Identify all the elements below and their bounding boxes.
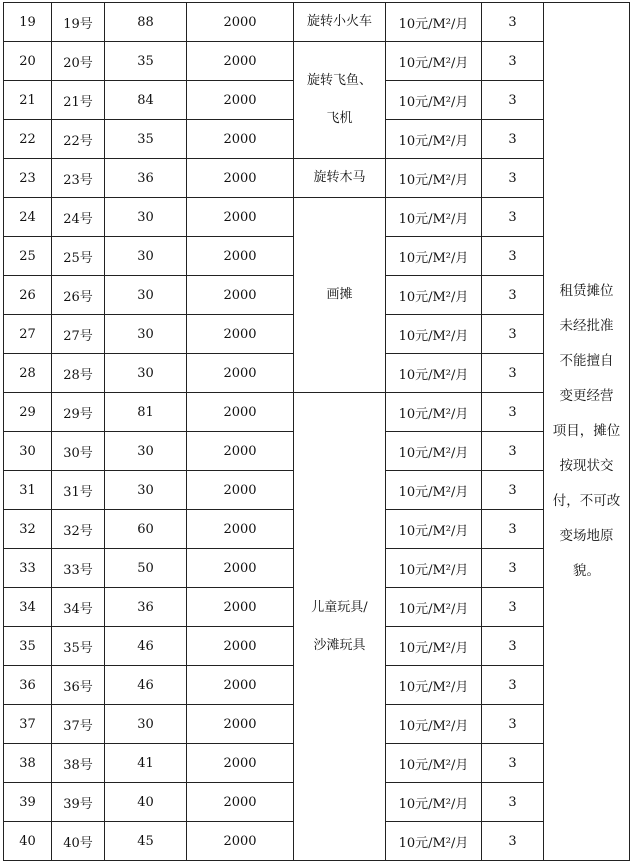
deposit-cell: 2000: [187, 3, 294, 42]
row-number-cell: 26: [4, 276, 52, 315]
lease-terms-note-line: 租赁摊位: [559, 283, 614, 299]
lease-years-cell: 3: [482, 627, 544, 666]
row-number-cell: 20: [4, 42, 52, 81]
lease-terms-note-cell: [544, 3, 630, 861]
rent-price-cell: 10元/M²/月: [386, 588, 482, 627]
rent-price-cell: 10元/M²/月: [386, 276, 482, 315]
deposit-cell: 2000: [187, 705, 294, 744]
area-cell: 30: [105, 432, 187, 471]
lease-terms-note-line: 貌。: [573, 563, 600, 579]
lease-years-cell: 3: [482, 549, 544, 588]
rent-price-cell: 10元/M²/月: [386, 666, 482, 705]
deposit-cell: 2000: [187, 237, 294, 276]
lease-years-cell: 3: [482, 783, 544, 822]
deposit-cell: 2000: [187, 81, 294, 120]
rent-price-cell: 10元/M²/月: [386, 198, 482, 237]
row-number-cell: 29: [4, 393, 52, 432]
stall-number-cell: 21号: [52, 81, 105, 120]
area-cell: 30: [105, 354, 187, 393]
stall-number-cell: 38号: [52, 744, 105, 783]
rent-price-cell: 10元/M²/月: [386, 3, 482, 42]
area-cell: 46: [105, 666, 187, 705]
area-cell: 35: [105, 120, 187, 159]
stall-number-cell: 29号: [52, 393, 105, 432]
stall-number-cell: 19号: [52, 3, 105, 42]
area-cell: 40: [105, 783, 187, 822]
deposit-cell: 2000: [187, 276, 294, 315]
area-cell: 30: [105, 276, 187, 315]
rent-price-cell: 10元/M²/月: [386, 783, 482, 822]
table-row: [4, 198, 630, 237]
lease-years-cell: 3: [482, 120, 544, 159]
deposit-cell: 2000: [187, 315, 294, 354]
lease-terms-note-line: 项目，摊位: [552, 423, 621, 439]
rent-price-cell: 10元/M²/月: [386, 315, 482, 354]
lease-years-cell: 3: [482, 705, 544, 744]
area-cell: 46: [105, 627, 187, 666]
row-number-cell: 32: [4, 510, 52, 549]
lease-years-cell: 3: [482, 81, 544, 120]
area-cell: 35: [105, 42, 187, 81]
rent-price-cell: 10元/M²/月: [386, 432, 482, 471]
business-type-cell: [294, 393, 386, 861]
stall-number-cell: 23号: [52, 159, 105, 198]
row-number-cell: 34: [4, 588, 52, 627]
area-cell: 41: [105, 744, 187, 783]
business-type-line: 旋转木马: [313, 170, 366, 185]
lease-years-cell: 3: [482, 432, 544, 471]
rent-price-cell: 10元/M²/月: [386, 744, 482, 783]
lease-years-cell: 3: [482, 276, 544, 315]
row-number-cell: 30: [4, 432, 52, 471]
lease-years-cell: 3: [482, 471, 544, 510]
lease-years-cell: 3: [482, 42, 544, 81]
stall-number-cell: 40号: [52, 822, 105, 861]
deposit-cell: 2000: [187, 471, 294, 510]
rent-price-cell: 10元/M²/月: [386, 42, 482, 81]
row-number-cell: 40: [4, 822, 52, 861]
lease-years-cell: 3: [482, 159, 544, 198]
stall-number-cell: 28号: [52, 354, 105, 393]
lease-terms-note-line: 变更经营: [559, 388, 614, 404]
business-type-cell: [294, 198, 386, 393]
lease-years-cell: 3: [482, 822, 544, 861]
lease-terms-note-line: 付，不可改: [552, 493, 621, 509]
area-cell: 30: [105, 315, 187, 354]
stall-lease-table: [3, 2, 630, 861]
stall-number-cell: 22号: [52, 120, 105, 159]
area-cell: 45: [105, 822, 187, 861]
row-number-cell: 38: [4, 744, 52, 783]
stall-number-cell: 35号: [52, 627, 105, 666]
business-type-line: 旋转飞鱼、: [306, 73, 372, 88]
lease-years-cell: 3: [482, 198, 544, 237]
rent-price-cell: 10元/M²/月: [386, 510, 482, 549]
deposit-cell: 2000: [187, 744, 294, 783]
row-number-cell: 37: [4, 705, 52, 744]
rent-price-cell: 10元/M²/月: [386, 822, 482, 861]
lease-years-cell: 3: [482, 393, 544, 432]
area-cell: 88: [105, 3, 187, 42]
stall-number-cell: 32号: [52, 510, 105, 549]
business-type-line: 儿童玩具/: [311, 599, 368, 615]
stall-number-cell: 24号: [52, 198, 105, 237]
lease-years-cell: 3: [482, 354, 544, 393]
area-cell: 81: [105, 393, 187, 432]
table-row: [4, 42, 630, 81]
deposit-cell: 2000: [187, 822, 294, 861]
deposit-cell: 2000: [187, 198, 294, 237]
stall-number-cell: 37号: [52, 705, 105, 744]
business-type-line: 旋转小火车: [306, 14, 372, 29]
deposit-cell: 2000: [187, 120, 294, 159]
rent-price-cell: 10元/M²/月: [386, 159, 482, 198]
area-cell: 30: [105, 471, 187, 510]
business-type-cell: [294, 3, 386, 42]
business-type-line: 画摊: [326, 287, 353, 302]
stall-number-cell: 36号: [52, 666, 105, 705]
row-number-cell: 28: [4, 354, 52, 393]
lease-terms-note-line: 不能擅自: [559, 353, 614, 369]
lease-years-cell: 3: [482, 510, 544, 549]
deposit-cell: 2000: [187, 588, 294, 627]
table-row: [4, 3, 630, 42]
stall-number-cell: 34号: [52, 588, 105, 627]
row-number-cell: 23: [4, 159, 52, 198]
row-number-cell: 21: [4, 81, 52, 120]
lease-years-cell: 3: [482, 588, 544, 627]
rent-price-cell: 10元/M²/月: [386, 705, 482, 744]
business-type-line: 沙滩玩具: [313, 637, 366, 653]
rent-price-cell: 10元/M²/月: [386, 471, 482, 510]
row-number-cell: 31: [4, 471, 52, 510]
stall-number-cell: 27号: [52, 315, 105, 354]
business-type-cell: [294, 159, 386, 198]
lease-terms-note-line: 按现状交: [559, 458, 614, 474]
rent-price-cell: 10元/M²/月: [386, 549, 482, 588]
rent-price-cell: 10元/M²/月: [386, 627, 482, 666]
deposit-cell: 2000: [187, 354, 294, 393]
stall-number-cell: 33号: [52, 549, 105, 588]
area-cell: 30: [105, 237, 187, 276]
stall-number-cell: 20号: [52, 42, 105, 81]
area-cell: 84: [105, 81, 187, 120]
deposit-cell: 2000: [187, 666, 294, 705]
area-cell: 36: [105, 588, 187, 627]
lease-terms-note-line: 变场地原: [559, 528, 614, 544]
lease-years-cell: 3: [482, 666, 544, 705]
rent-price-cell: 10元/M²/月: [386, 120, 482, 159]
deposit-cell: 2000: [187, 627, 294, 666]
lease-years-cell: 3: [482, 3, 544, 42]
row-number-cell: 39: [4, 783, 52, 822]
lease-years-cell: 3: [482, 744, 544, 783]
stall-lease-table-container: [3, 2, 630, 861]
row-number-cell: 19: [4, 3, 52, 42]
rent-price-cell: 10元/M²/月: [386, 81, 482, 120]
deposit-cell: 2000: [187, 432, 294, 471]
row-number-cell: 27: [4, 315, 52, 354]
stall-number-cell: 25号: [52, 237, 105, 276]
lease-years-cell: 3: [482, 315, 544, 354]
table-row: [4, 159, 630, 198]
row-number-cell: 22: [4, 120, 52, 159]
deposit-cell: 2000: [187, 42, 294, 81]
rent-price-cell: 10元/M²/月: [386, 354, 482, 393]
row-number-cell: 35: [4, 627, 52, 666]
deposit-cell: 2000: [187, 159, 294, 198]
rent-price-cell: 10元/M²/月: [386, 393, 482, 432]
row-number-cell: 36: [4, 666, 52, 705]
table-row: [4, 393, 630, 432]
deposit-cell: 2000: [187, 510, 294, 549]
area-cell: 30: [105, 198, 187, 237]
stall-number-cell: 26号: [52, 276, 105, 315]
lease-terms-note-line: 未经批准: [559, 318, 614, 334]
area-cell: 60: [105, 510, 187, 549]
stall-number-cell: 39号: [52, 783, 105, 822]
lease-years-cell: 3: [482, 237, 544, 276]
deposit-cell: 2000: [187, 549, 294, 588]
row-number-cell: 24: [4, 198, 52, 237]
deposit-cell: 2000: [187, 393, 294, 432]
stall-number-cell: 30号: [52, 432, 105, 471]
row-number-cell: 33: [4, 549, 52, 588]
rent-price-cell: 10元/M²/月: [386, 237, 482, 276]
area-cell: 30: [105, 705, 187, 744]
area-cell: 36: [105, 159, 187, 198]
business-type-cell: [294, 42, 386, 159]
stall-number-cell: 31号: [52, 471, 105, 510]
row-number-cell: 25: [4, 237, 52, 276]
deposit-cell: 2000: [187, 783, 294, 822]
area-cell: 50: [105, 549, 187, 588]
business-type-line: 飞机: [326, 111, 353, 126]
